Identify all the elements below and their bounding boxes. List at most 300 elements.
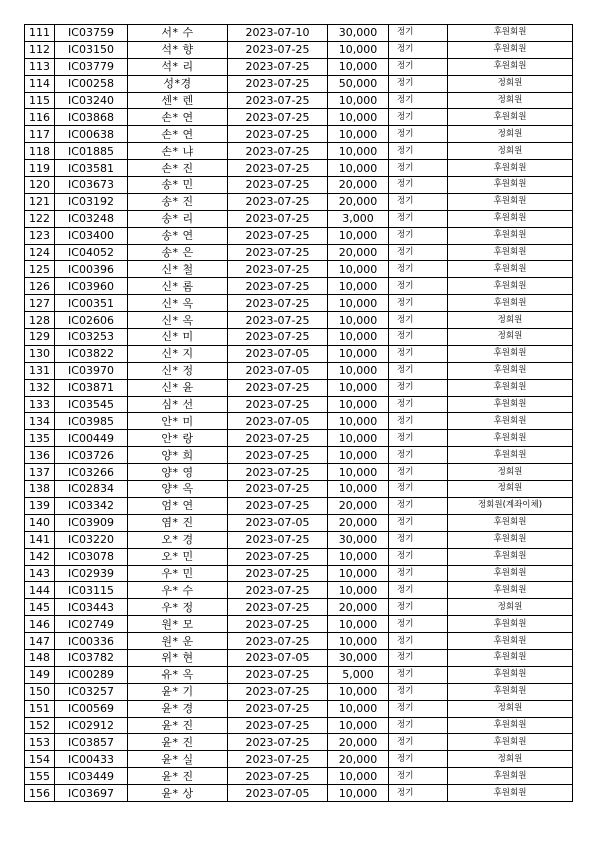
row-number-cell: 115 <box>25 92 55 109</box>
payment-type-cell: 정기 <box>389 768 448 785</box>
amount-cell: 20,000 <box>328 497 389 514</box>
member-class-cell: 후원회원 <box>448 447 573 464</box>
row-number-cell: 135 <box>25 430 55 447</box>
member-name-cell: 센* 렌 <box>128 92 228 109</box>
payment-type-cell: 정기 <box>389 734 448 751</box>
member-id-cell: IC02606 <box>55 312 128 329</box>
member-class-cell: 후원회원 <box>448 649 573 666</box>
payment-type-cell: 정기 <box>389 160 448 177</box>
payment-date-cell: 2023-07-25 <box>228 41 328 58</box>
member-class-cell: 정회원 <box>448 75 573 92</box>
member-id-cell: IC00396 <box>55 261 128 278</box>
row-number-cell: 120 <box>25 177 55 194</box>
member-name-cell: 윤* 진 <box>128 734 228 751</box>
payment-type-cell: 정기 <box>389 244 448 261</box>
member-name-cell: 원* 모 <box>128 616 228 633</box>
member-class-cell: 후원회원 <box>448 548 573 565</box>
row-number-cell: 130 <box>25 345 55 362</box>
member-id-cell: IC00569 <box>55 700 128 717</box>
member-id-cell: IC03253 <box>55 329 128 346</box>
row-number-cell: 138 <box>25 481 55 498</box>
payment-date-cell: 2023-07-05 <box>228 413 328 430</box>
amount-cell: 10,000 <box>328 92 389 109</box>
amount-cell: 20,000 <box>328 244 389 261</box>
amount-cell: 10,000 <box>328 548 389 565</box>
amount-cell: 10,000 <box>328 447 389 464</box>
member-id-cell: IC00433 <box>55 751 128 768</box>
member-class-cell: 후원회원 <box>448 396 573 413</box>
member-name-cell: 유* 옥 <box>128 666 228 683</box>
amount-cell: 10,000 <box>328 413 389 430</box>
table-row <box>25 396 573 413</box>
member-class-cell: 후원회원 <box>448 193 573 210</box>
payment-type-cell: 정기 <box>389 481 448 498</box>
amount-cell: 20,000 <box>328 514 389 531</box>
amount-cell: 10,000 <box>328 582 389 599</box>
payment-type-cell: 정기 <box>389 396 448 413</box>
member-name-cell: 신* 지 <box>128 345 228 362</box>
table-row <box>25 379 573 396</box>
member-name-cell: 오* 민 <box>128 548 228 565</box>
row-number-cell: 136 <box>25 447 55 464</box>
member-id-cell: IC02939 <box>55 565 128 582</box>
amount-cell: 10,000 <box>328 109 389 126</box>
payment-date-cell: 2023-07-05 <box>228 649 328 666</box>
member-class-cell: 정회원 <box>448 599 573 616</box>
member-class-cell: 정회원 <box>448 312 573 329</box>
amount-cell: 10,000 <box>328 717 389 734</box>
member-id-cell: IC03960 <box>55 278 128 295</box>
member-class-cell: 후원회원 <box>448 210 573 227</box>
member-id-cell: IC03726 <box>55 447 128 464</box>
member-id-cell: IC03266 <box>55 464 128 481</box>
payment-date-cell: 2023-07-25 <box>228 379 328 396</box>
payment-date-cell: 2023-07-25 <box>228 447 328 464</box>
member-class-cell: 후원회원 <box>448 514 573 531</box>
amount-cell: 10,000 <box>328 785 389 802</box>
member-id-cell: IC03248 <box>55 210 128 227</box>
table-row <box>25 514 573 531</box>
payment-date-cell: 2023-07-10 <box>228 25 328 42</box>
member-class-cell: 후원회원 <box>448 633 573 650</box>
member-class-cell: 후원회원 <box>448 58 573 75</box>
amount-cell: 10,000 <box>328 616 389 633</box>
member-name-cell: 송* 진 <box>128 193 228 210</box>
member-name-cell: 양* 영 <box>128 464 228 481</box>
member-class-cell: 후원회원 <box>448 734 573 751</box>
member-name-cell: 염* 진 <box>128 514 228 531</box>
row-number-cell: 141 <box>25 531 55 548</box>
payment-date-cell: 2023-07-25 <box>228 497 328 514</box>
amount-cell: 20,000 <box>328 177 389 194</box>
member-id-cell: IC03970 <box>55 362 128 379</box>
row-number-cell: 149 <box>25 666 55 683</box>
amount-cell: 20,000 <box>328 193 389 210</box>
amount-cell: 10,000 <box>328 227 389 244</box>
payment-type-cell: 정기 <box>389 329 448 346</box>
member-class-cell: 정회원 <box>448 481 573 498</box>
amount-cell: 10,000 <box>328 683 389 700</box>
payment-date-cell: 2023-07-25 <box>228 734 328 751</box>
table-row <box>25 109 573 126</box>
member-class-cell: 후원회원 <box>448 25 573 42</box>
member-name-cell: 윤* 진 <box>128 717 228 734</box>
member-id-cell: IC02912 <box>55 717 128 734</box>
member-name-cell: 엄* 연 <box>128 497 228 514</box>
payment-type-cell: 정기 <box>389 649 448 666</box>
payment-type-cell: 정기 <box>389 362 448 379</box>
table-row <box>25 666 573 683</box>
member-class-cell: 후원회원 <box>448 278 573 295</box>
member-name-cell: 양* 희 <box>128 447 228 464</box>
table-row <box>25 548 573 565</box>
member-name-cell: 손* 냐 <box>128 143 228 160</box>
payment-type-cell: 정기 <box>389 430 448 447</box>
row-number-cell: 125 <box>25 261 55 278</box>
member-name-cell: 신* 윤 <box>128 379 228 396</box>
member-id-cell: IC03871 <box>55 379 128 396</box>
table-row <box>25 143 573 160</box>
payment-type-cell: 정기 <box>389 126 448 143</box>
payment-type-cell: 정기 <box>389 143 448 160</box>
payment-date-cell: 2023-07-25 <box>228 717 328 734</box>
member-id-cell: IC04052 <box>55 244 128 261</box>
row-number-cell: 113 <box>25 58 55 75</box>
payment-type-cell: 정기 <box>389 278 448 295</box>
row-number-cell: 146 <box>25 616 55 633</box>
payment-date-cell: 2023-07-25 <box>228 666 328 683</box>
payment-date-cell: 2023-07-25 <box>228 210 328 227</box>
member-class-cell: 정회원 <box>448 751 573 768</box>
member-class-cell: 정회원(계좌이체) <box>448 497 573 514</box>
amount-cell: 10,000 <box>328 700 389 717</box>
table-row <box>25 582 573 599</box>
payment-date-cell: 2023-07-25 <box>228 531 328 548</box>
member-class-cell: 후원회원 <box>448 345 573 362</box>
amount-cell: 10,000 <box>328 160 389 177</box>
payment-date-cell: 2023-07-25 <box>228 177 328 194</box>
table-row <box>25 312 573 329</box>
payment-type-cell: 정기 <box>389 58 448 75</box>
table-row <box>25 345 573 362</box>
member-name-cell: 원* 운 <box>128 633 228 650</box>
row-number-cell: 140 <box>25 514 55 531</box>
amount-cell: 10,000 <box>328 261 389 278</box>
member-name-cell: 신* 미 <box>128 329 228 346</box>
payment-type-cell: 정기 <box>389 700 448 717</box>
member-class-cell: 후원회원 <box>448 768 573 785</box>
row-number-cell: 144 <box>25 582 55 599</box>
row-number-cell: 147 <box>25 633 55 650</box>
payment-type-cell: 정기 <box>389 41 448 58</box>
member-id-cell: IC03985 <box>55 413 128 430</box>
member-id-cell: IC03822 <box>55 345 128 362</box>
member-name-cell: 신* 옥 <box>128 295 228 312</box>
payment-type-cell: 정기 <box>389 312 448 329</box>
member-name-cell: 윤* 실 <box>128 751 228 768</box>
member-class-cell: 후원회원 <box>448 362 573 379</box>
row-number-cell: 131 <box>25 362 55 379</box>
member-id-cell: IC00638 <box>55 126 128 143</box>
row-number-cell: 142 <box>25 548 55 565</box>
payment-type-cell: 정기 <box>389 210 448 227</box>
member-class-cell: 후원회원 <box>448 413 573 430</box>
member-name-cell: 송* 민 <box>128 177 228 194</box>
table-row <box>25 25 573 42</box>
table-row <box>25 244 573 261</box>
amount-cell: 10,000 <box>328 345 389 362</box>
payment-type-cell: 정기 <box>389 75 448 92</box>
payment-type-cell: 정기 <box>389 717 448 734</box>
table-row <box>25 329 573 346</box>
table-row <box>25 768 573 785</box>
row-number-cell: 129 <box>25 329 55 346</box>
payment-type-cell: 정기 <box>389 599 448 616</box>
member-id-cell: IC02749 <box>55 616 128 633</box>
table-row <box>25 126 573 143</box>
row-number-cell: 156 <box>25 785 55 802</box>
payment-type-cell: 정기 <box>389 447 448 464</box>
payment-date-cell: 2023-07-25 <box>228 599 328 616</box>
payment-type-cell: 정기 <box>389 295 448 312</box>
member-id-cell: IC03545 <box>55 396 128 413</box>
member-class-cell: 후원회원 <box>448 244 573 261</box>
table-row <box>25 734 573 751</box>
table-row <box>25 362 573 379</box>
amount-cell: 30,000 <box>328 25 389 42</box>
row-number-cell: 128 <box>25 312 55 329</box>
amount-cell: 50,000 <box>328 75 389 92</box>
amount-cell: 10,000 <box>328 464 389 481</box>
row-number-cell: 112 <box>25 41 55 58</box>
payment-date-cell: 2023-07-25 <box>228 92 328 109</box>
payment-date-cell: 2023-07-25 <box>228 312 328 329</box>
payment-date-cell: 2023-07-05 <box>228 362 328 379</box>
row-number-cell: 124 <box>25 244 55 261</box>
member-id-cell: IC03857 <box>55 734 128 751</box>
payment-date-cell: 2023-07-25 <box>228 700 328 717</box>
donor-table-body <box>25 25 573 802</box>
member-name-cell: 윤* 진 <box>128 768 228 785</box>
member-class-cell: 후원회원 <box>448 582 573 599</box>
payment-type-cell: 정기 <box>389 751 448 768</box>
member-class-cell: 후원회원 <box>448 785 573 802</box>
row-number-cell: 117 <box>25 126 55 143</box>
member-id-cell: IC03240 <box>55 92 128 109</box>
row-number-cell: 145 <box>25 599 55 616</box>
member-id-cell: IC00258 <box>55 75 128 92</box>
row-number-cell: 143 <box>25 565 55 582</box>
member-id-cell: IC03581 <box>55 160 128 177</box>
table-row <box>25 58 573 75</box>
member-id-cell: IC00449 <box>55 430 128 447</box>
row-number-cell: 132 <box>25 379 55 396</box>
member-id-cell: IC03342 <box>55 497 128 514</box>
payment-type-cell: 정기 <box>389 261 448 278</box>
member-class-cell: 후원회원 <box>448 295 573 312</box>
member-name-cell: 위* 현 <box>128 649 228 666</box>
payment-type-cell: 정기 <box>389 25 448 42</box>
member-class-cell: 정회원 <box>448 329 573 346</box>
row-number-cell: 122 <box>25 210 55 227</box>
table-row <box>25 497 573 514</box>
member-class-cell: 정회원 <box>448 143 573 160</box>
member-class-cell: 후원회원 <box>448 109 573 126</box>
row-number-cell: 148 <box>25 649 55 666</box>
member-class-cell: 후원회원 <box>448 160 573 177</box>
member-id-cell: IC03449 <box>55 768 128 785</box>
amount-cell: 10,000 <box>328 41 389 58</box>
payment-date-cell: 2023-07-25 <box>228 227 328 244</box>
member-name-cell: 안* 랑 <box>128 430 228 447</box>
member-name-cell: 송* 리 <box>128 210 228 227</box>
member-class-cell: 후원회원 <box>448 666 573 683</box>
payment-type-cell: 정기 <box>389 548 448 565</box>
member-class-cell: 후원회원 <box>448 379 573 396</box>
member-name-cell: 우* 수 <box>128 582 228 599</box>
member-name-cell: 신* 옥 <box>128 312 228 329</box>
amount-cell: 10,000 <box>328 295 389 312</box>
member-id-cell: IC03115 <box>55 582 128 599</box>
payment-date-cell: 2023-07-25 <box>228 430 328 447</box>
table-row <box>25 717 573 734</box>
amount-cell: 10,000 <box>328 143 389 160</box>
table-row <box>25 649 573 666</box>
member-name-cell: 손* 연 <box>128 126 228 143</box>
amount-cell: 10,000 <box>328 362 389 379</box>
member-class-cell: 정회원 <box>448 92 573 109</box>
member-name-cell: 우* 민 <box>128 565 228 582</box>
member-class-cell: 정회원 <box>448 700 573 717</box>
member-name-cell: 오* 경 <box>128 531 228 548</box>
member-name-cell: 손* 연 <box>128 109 228 126</box>
row-number-cell: 133 <box>25 396 55 413</box>
payment-type-cell: 정기 <box>389 92 448 109</box>
member-name-cell: 신* 정 <box>128 362 228 379</box>
row-number-cell: 127 <box>25 295 55 312</box>
amount-cell: 20,000 <box>328 734 389 751</box>
payment-date-cell: 2023-07-25 <box>228 329 328 346</box>
payment-date-cell: 2023-07-25 <box>228 616 328 633</box>
amount-cell: 10,000 <box>328 396 389 413</box>
amount-cell: 3,000 <box>328 210 389 227</box>
table-row <box>25 599 573 616</box>
member-class-cell: 정회원 <box>448 126 573 143</box>
payment-date-cell: 2023-07-05 <box>228 785 328 802</box>
payment-date-cell: 2023-07-25 <box>228 396 328 413</box>
payment-date-cell: 2023-07-25 <box>228 58 328 75</box>
payment-type-cell: 정기 <box>389 531 448 548</box>
row-number-cell: 121 <box>25 193 55 210</box>
row-number-cell: 137 <box>25 464 55 481</box>
member-name-cell: 성*경 <box>128 75 228 92</box>
payment-date-cell: 2023-07-25 <box>228 565 328 582</box>
row-number-cell: 154 <box>25 751 55 768</box>
amount-cell: 10,000 <box>328 312 389 329</box>
payment-date-cell: 2023-07-05 <box>228 345 328 362</box>
amount-cell: 10,000 <box>328 126 389 143</box>
row-number-cell: 118 <box>25 143 55 160</box>
payment-type-cell: 정기 <box>389 666 448 683</box>
table-row <box>25 227 573 244</box>
table-row <box>25 447 573 464</box>
payment-date-cell: 2023-07-25 <box>228 464 328 481</box>
table-row <box>25 92 573 109</box>
amount-cell: 5,000 <box>328 666 389 683</box>
member-class-cell: 후원회원 <box>448 261 573 278</box>
table-row <box>25 210 573 227</box>
member-id-cell: IC03220 <box>55 531 128 548</box>
member-id-cell: IC03697 <box>55 785 128 802</box>
table-row <box>25 531 573 548</box>
member-class-cell: 후원회원 <box>448 717 573 734</box>
row-number-cell: 153 <box>25 734 55 751</box>
payment-type-cell: 정기 <box>389 413 448 430</box>
member-id-cell: IC03868 <box>55 109 128 126</box>
payment-type-cell: 정기 <box>389 616 448 633</box>
member-id-cell: IC03759 <box>55 25 128 42</box>
member-class-cell: 정회원 <box>448 464 573 481</box>
row-number-cell: 151 <box>25 700 55 717</box>
payment-date-cell: 2023-07-25 <box>228 278 328 295</box>
amount-cell: 10,000 <box>328 430 389 447</box>
member-class-cell: 후원회원 <box>448 565 573 582</box>
amount-cell: 30,000 <box>328 649 389 666</box>
amount-cell: 10,000 <box>328 481 389 498</box>
table-row <box>25 464 573 481</box>
member-class-cell: 후원회원 <box>448 616 573 633</box>
member-id-cell: IC00351 <box>55 295 128 312</box>
member-name-cell: 송* 연 <box>128 227 228 244</box>
member-id-cell: IC03192 <box>55 193 128 210</box>
payment-date-cell: 2023-07-25 <box>228 160 328 177</box>
member-name-cell: 신* 롬 <box>128 278 228 295</box>
payment-type-cell: 정기 <box>389 497 448 514</box>
amount-cell: 20,000 <box>328 599 389 616</box>
member-class-cell: 후원회원 <box>448 683 573 700</box>
payment-type-cell: 정기 <box>389 582 448 599</box>
row-number-cell: 119 <box>25 160 55 177</box>
member-name-cell: 심* 선 <box>128 396 228 413</box>
row-number-cell: 134 <box>25 413 55 430</box>
payment-date-cell: 2023-07-25 <box>228 261 328 278</box>
payment-date-cell: 2023-07-25 <box>228 75 328 92</box>
member-name-cell: 송* 은 <box>128 244 228 261</box>
row-number-cell: 116 <box>25 109 55 126</box>
member-name-cell: 우* 정 <box>128 599 228 616</box>
table-row <box>25 261 573 278</box>
payment-date-cell: 2023-07-25 <box>228 193 328 210</box>
payment-type-cell: 정기 <box>389 109 448 126</box>
member-class-cell: 후원회원 <box>448 41 573 58</box>
member-name-cell: 윤* 기 <box>128 683 228 700</box>
table-row <box>25 633 573 650</box>
amount-cell: 10,000 <box>328 58 389 75</box>
row-number-cell: 111 <box>25 25 55 42</box>
member-name-cell: 신* 철 <box>128 261 228 278</box>
table-row <box>25 41 573 58</box>
payment-date-cell: 2023-07-25 <box>228 633 328 650</box>
member-id-cell: IC03150 <box>55 41 128 58</box>
amount-cell: 30,000 <box>328 531 389 548</box>
row-number-cell: 114 <box>25 75 55 92</box>
table-row <box>25 683 573 700</box>
member-name-cell: 윤* 경 <box>128 700 228 717</box>
payment-date-cell: 2023-07-25 <box>228 548 328 565</box>
payment-date-cell: 2023-07-25 <box>228 751 328 768</box>
table-row <box>25 160 573 177</box>
payment-date-cell: 2023-07-25 <box>228 295 328 312</box>
